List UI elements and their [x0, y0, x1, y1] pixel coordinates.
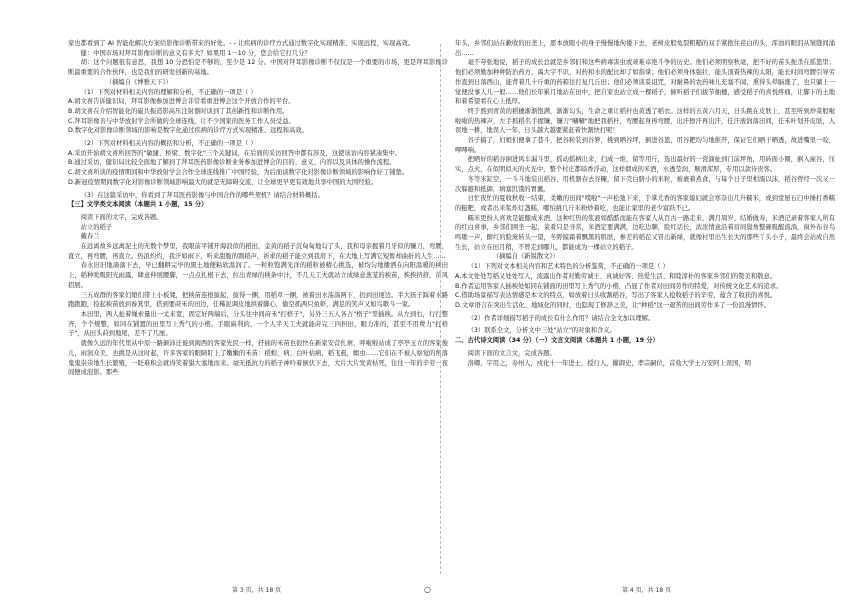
text-line: 谷子搞了，妇娘们便拿了巷斗，把谷粒装到谷箩，挑到晒谷坪，倒进谷篮，用谷耙均匀地推开，保证它们晒干晒透，故进嘴里一咬，嗶嗶响。 — [455, 137, 835, 154]
text-line: （1）下列对材料相关内容的理解和分析，不正确的一项是（ ） — [80, 88, 257, 96]
text-line: D.新冠疫情期间数字化对影像诊断领域影响最大的就是无障碍交流，让全球更早更有效地共享中国的大国经验。 — [68, 178, 378, 186]
page-number-left: 第 3 页，共 18 页 — [232, 587, 282, 594]
text-line: 【三】文学类文本阅读（本题共 1 小题，15 分） — [68, 201, 208, 209]
text-line: 阅读下面的文字，完成各题。 — [80, 213, 163, 221]
text-line: 春水旧旧地滴落下去，早已翻耕完毕的黑土地便粘软温润了。一粒粒饱满光洋的稻粒被精心挑选，被均匀地播洒在向阳温暖的秧田上，稻种吮吸阳光雨露，肆意伸展腰脚，一点点扎根下去，拉出青绿的秧条中汁，不几天工夫就站立成绿意葱茏的秧苗，挨挨挤挤，茁风招展。 — [68, 262, 448, 289]
text-line: 糯米更扮人喜欢是能酿成米酒，这种红热的浆液如酷酷而能在客家人从百古一路走来，满月周岁、结婚做寿，米酒记录着客家人所有的红白喜事，乡邻们围坐一起，菜肴只是寻常，米酒定要满满，边吃边聊，脸红话长，浓浓情意沿着眉间鬓角整碗吸醒流淌，窗外布谷鸟鸣歇一声，醉红的脸庞转头一望，冬野摸霜着飘黑的肌肤，参差的稻茬又冒出新绿，就像村里出生长大的那些丫头小子，最终会站成自然生长，站立在田月稍，不曾走到哪儿，都能成为一棵站立的稻子。 — [455, 214, 835, 251]
text-line: 洛卿，字用之，寿州人，戍化十一年进士，授行人，擢御史，孝宗嗣位，首劾大学士万安阿上误国，明 — [467, 359, 751, 367]
text-line: D.数字化对影像诊断领域的影响是数字化通过疾病的诊疗方式实现精准、远程和高效。 — [68, 127, 308, 135]
text-line: 家也都看到了 AI 智能化解决方案给影像诊断带来的好处。- - 让疾病的诊疗方式通过数字化实现精准、实现远程、实现高效。 — [68, 40, 415, 47]
text-line: 阅读下面的文言文，完成各题。 — [467, 349, 556, 357]
text-line: （2）下列对材料相关内容的概括和分析，不正确的一项是（ ） — [80, 140, 257, 148]
text-line: 把晒好的稻谷倒进风车漏斗里，摇动摇柄出来，扫成一堆，留等用斤，选出最好的一瓷滴扯到门前坪角，用砖面小圈，倒入雇谷，压实，点火，在似明似灭的火光中，整个村庄都暗香浮动，这样烟成的米酒，水透莹润、顺滑浑厚，专用以款待贵客。 — [455, 156, 835, 174]
text-line: D.文章语言在突出生活化、地域化的同时，也隐现了修辞之美，让"种稻"这一艰苦的田间劳作多了一份浪漫情怀。 — [455, 301, 770, 309]
text-line: C.胡文喜所谈的疫情期间和中华放射学会合作全球连线推广中国经验，为后面谈数字化对影像诊断领域的影响作好了铺垫。 — [68, 169, 409, 177]
text-line: C.借助场景描写表达情感是本文的特点，如放着日头收割稻谷，写出了客家人抢收稻子的辛劳，蕴含了收获的喜悦。 — [455, 292, 777, 300]
text-line: 本田里，两人扯着绳索量出一丈来宽，固定好两端后，分头往中间莳禾"打格子"，另外三五人各占"格子"里插秧。从左到右，行行整齐，个个规整，如同在铺置的田里写上秀气的小楷。手眼麻利的，一个人半天工夫就能莳完三四担田，眼力准的，甚至不用费力"打格子"，从田头莳到地尾，差不了几厘。 — [68, 310, 448, 338]
text-line: 冬等米缸空，一斗斗地装出稻谷，用机器春去谷糠，留下壳白脐小的米粒，被裹着煮食，与每个日子里相濡以沫，稻谷曾经一次又一次躲避和抵御，填塞饥饿的胃囊。 — [455, 175, 835, 193]
text-line: （摘编自《新锐散文》） — [492, 253, 559, 261]
column-divider — [440, 44, 441, 574]
right-column — [455, 39, 835, 579]
text-line: 健：中国市场对拜耳影像诊断的意义有多大？如果用 1－10 分，您会给它打几分？ — [80, 49, 311, 57]
text-line: （3）在这篇采访中，你看到了拜耳医药影像与中国合作的哪些契机？请结合材料概括。 — [80, 191, 324, 199]
text-line: （3）联系全文，分析文中三处"站立"的对象和含义。 — [467, 327, 616, 335]
left-column — [68, 39, 448, 579]
text-line: 毫不夸张地说，稻子的成长总就是乡邻们和这些病毒害虫或顽难卓绝斗争的历史。他们必须明察秋毫，把不好的苗头扼杀在摇篮里；他们必须勤加种种防治药方，禹大宇不识，对药和水的配比却了如指掌；他们必须身体强壮，能头顶着热辣的太阳，能长时间弯腰引导劳作直到日落西山，能背着几十斤重的药箱往打复几丘田；他们必须谈妥诅咒，对耐鼻的农药味儿充塞不闻，熏得头晕脑涨了，也只躺上一觉便没事人儿一般……他们长年累月地站在田中，把自家也站立成一棵稻子，倾听稻子们拔节抽穗，感受稻子的喜悦疼痛，让脚下的土地和着希望看在心上抵厚。 — [455, 59, 835, 106]
text-line: 就像久远的年代里从中原一路颠沛迁徙到闽西的客家先民一样，扦插的禾苗也很快在新家安营扎寨，呼啦啦站成了亭亭玉立的客家俊儿，雨润众美，也挑是从这时起，许多客家的眼睛盯上了嫩嫩的禾苗：稻蝗、病、白叶枯病，稻飞虱，螟虫……它们在不被人察觉的角落鬼鬼祟祟地生长繁殖，一眨难积会就得笑着猖大塞地而来。毫无抵抗力的稻子神吟着倒伏下去，大片大片发黄枯死，往往一年的辛劳一夜间便成泡影。那些 — [68, 340, 448, 377]
text-line: 戴春兰 — [80, 233, 100, 241]
text-line: 年头，乡邻们站在歉收的田垄上，愿本放眼小的身子慢慢地佝偻下去，老树皮般龟裂粗糙的双手紧抱住荏白的头，浑浊的眼泪从皱缝间涌出…… — [455, 40, 835, 57]
text-line: （2）作者详细描写稻子的成长有什么作用？请结合全文加以理解。 — [467, 314, 655, 322]
text-line: 站立的稻子 — [80, 223, 113, 231]
text-line: A.胡文喜告诉健识局，拜耳影像参加进博会非常看重进博会这个开放合作的平台。 — [68, 98, 295, 106]
binding-hole-icon: ○ — [424, 585, 431, 594]
text-line: B.通过采访，健识局比较全面地了解到了拜耳医药影像诊断业务参加进博会的目的、意义、内容以及具体的操作流程。 — [68, 159, 396, 167]
text-line: B.作者运用客家人插秧处如同在铺面的田里写上秀气的小楷，凸显了作者对田间劳作的特爱，对传统文化艺术的追求。 — [455, 282, 783, 290]
page-number-right: 第 4 页，共 18 页 — [622, 587, 672, 594]
text-line: 胡：这个问题很有意思，我想 10 分恐怕是不够的，至少是 12 分。中国对拜耳影像诊断不仅仅是一个重要的市场，更是拜耳影像诊断最重要的合作伙伴，也是我们的研发创新的基地。 — [68, 59, 448, 77]
text-line: 日忙夜忙的夏收秋收一结束，柔嫩的田间"噗啦"一声松弛下来，于掌尤香的客家媳妇就会寒杂出几升糯米，或到堂屋石臼中捶打香糯的糍粑，或者出米浆炸灯盏糕，哪怕挑几斤米粉炒着吃，也能让家里的老少富跃不已。 — [455, 195, 835, 212]
text-line: （1）下列对文本相关内容和艺术特色的分析鉴赏，不正确的一项是（ ） — [467, 263, 669, 271]
text-line: 三五成群的客家妇娘们带上小板凳，把秧苗连根拔起，拔得一捆，用稻草一捆，被着田水荡涤两下，扔到田埂边。半大孩子踩着水路跑跑跑，捡起秧苗放到畚箕里，搭到要莳禾的田边，任稀泥调皮地拱着脚心，偷空抓两只鱼虾，满足的笑声又如鸟歌斗一家。 — [68, 291, 448, 309]
text-line: B.胡文喜在介绍智能化的磁共振造影高压注射器时谈到了其创新性和诊断作用。 — [68, 107, 289, 115]
text-line: A.采访开始胡文喜所回答的"敏捷、桥梁、数字化"三个关键词，在后面的采访回答中都有涉及，这使该访内容紧凑集中。 — [68, 149, 402, 157]
text-line: 二、古代诗文阅读（34 分）（一）文言文阅读（本题共 1 小题，19 分） — [455, 337, 659, 345]
text-line: A.本文处处写稻又处处写人，流露出作者对勤劳诚王、真诚好客、热爱生活、和睦淳朴的客家乡邻们的赞美和敬意。 — [455, 272, 777, 280]
text-line: （摘编自《博雅天下》） — [105, 78, 172, 86]
text-line: C.拜耳影像善与中华放射学会所做的全球连线，让不少国家的医务工作人员受益。 — [68, 117, 295, 125]
text-line: 终于熬到青黄的稻穗渐渐饱满，渐渐勾头，生命之重让稻秆也黄透了稻衣。这样的五黄六月天，日头跳在皮肤上，甚至听到炒菜般啦啦啦的热辣声，左手抓稻名手握镰，镰刀"唰唰"地把我稻秆，弯腰起身再弯腰，出汗擦汗再出汗，任汗液润落田间，任禾叶划开皮肤，人误地一耕，地误人一年，日头越大越要紧赶着快割快打呢！ — [455, 107, 835, 135]
text-line: 在远离故乡远离泥土的无数个梦里，我眼前平铺开海浪似的稻田，金黄的稻子沉甸甸地勾了头，我和母亲握着月牙似的镰刀，弯腰，直立，再弯腰，再直立。热浪灼灼，我汗如雨下，听来甜脆的割稻声，祈求的稻子能立到我肩下，在大地上写满它短暂却曲折的人生…… — [68, 243, 448, 260]
